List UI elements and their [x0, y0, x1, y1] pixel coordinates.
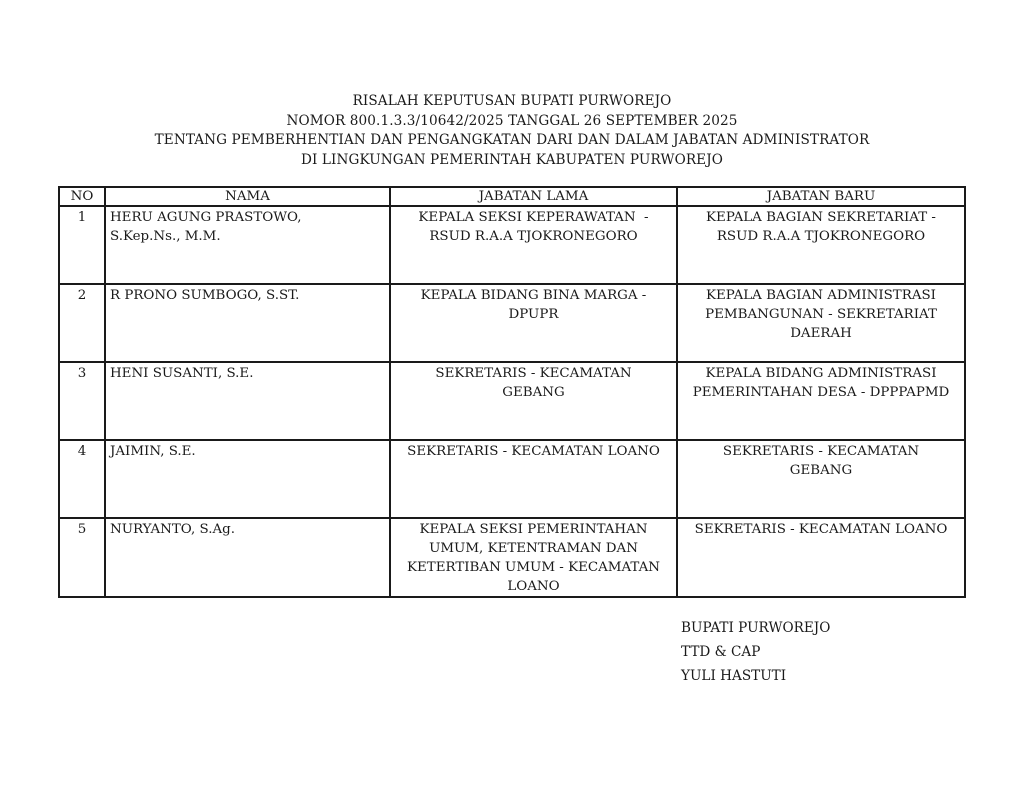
cell-nama-line: S.Kep.Ns., M.M. — [110, 229, 221, 244]
cell-jabatan-baru — [677, 362, 965, 440]
cell-jabatan-lama — [390, 206, 677, 284]
cell-jabatan-lama-line: LOANO — [507, 579, 560, 594]
cell-jabatan-lama-line: KEPALA BIDANG BINA MARGA - — [420, 288, 647, 303]
cell-jabatan-baru — [677, 206, 965, 284]
column-header-nama: NAMA — [105, 187, 390, 206]
cell-jabatan-baru-line: GEBANG — [789, 463, 853, 478]
column-header-no: NO — [59, 187, 105, 206]
cell-jabatan-lama — [390, 518, 677, 597]
cell-jabatan-lama — [390, 440, 677, 518]
signature-name: YULI HASTUTI — [681, 668, 787, 684]
cell-nama-line: JAIMIN, S.E. — [110, 444, 196, 459]
table-row — [59, 206, 965, 284]
cell-nama-line: NURYANTO, S.Ag. — [110, 522, 235, 537]
cell-jabatan-lama-line: UMUM, KETENTRAMAN DAN — [429, 541, 638, 556]
header-line-2: NOMOR 800.1.3.3/10642/2025 TANGGAL 26 SEPTEMBER 2025 — [286, 112, 738, 129]
signature-block — [681, 616, 830, 688]
header-line-4: DI LINGKUNGAN PEMERINTAH KABUPATEN PURWOREJO — [301, 151, 723, 168]
cell-jabatan-lama-line: SEKRETARIS - KECAMATAN LOANO — [407, 444, 660, 459]
cell-jabatan-baru — [677, 284, 965, 362]
cell-nama — [105, 284, 390, 362]
cell-nama — [105, 206, 390, 284]
signature-office: BUPATI PURWOREJO — [681, 620, 831, 636]
table-row — [59, 362, 965, 440]
table-row — [59, 440, 965, 518]
cell-jabatan-lama — [390, 362, 677, 440]
table-header-row — [59, 187, 965, 206]
cell-jabatan-baru-line: DAERAH — [790, 326, 852, 341]
cell-nama — [105, 440, 390, 518]
cell-jabatan-baru — [677, 440, 965, 518]
cell-nama-line: R PRONO SUMBOGO, S.ST. — [110, 288, 300, 303]
cell-nama-line: HENI SUSANTI, S.E. — [110, 366, 254, 381]
cell-jabatan-lama-line: SEKRETARIS - KECAMATAN — [435, 366, 632, 381]
cell-jabatan-lama-line: KEPALA SEKSI KEPERAWATAN - — [418, 210, 649, 225]
document-header — [0, 92, 1024, 170]
cell-jabatan-baru — [677, 518, 965, 597]
table-row — [59, 284, 965, 362]
cell-jabatan-lama-line: KEPALA SEKSI PEMERINTAHAN — [419, 522, 648, 537]
cell-jabatan-lama-line: KETERTIBAN UMUM - KECAMATAN — [407, 560, 660, 575]
cell-no: 4 — [59, 440, 105, 518]
cell-no: 1 — [59, 206, 105, 284]
appointments-table — [58, 186, 966, 598]
cell-nama — [105, 518, 390, 597]
table-row — [59, 518, 965, 597]
cell-jabatan-lama — [390, 284, 677, 362]
cell-jabatan-lama-line: RSUD R.A.A TJOKRONEGORO — [429, 229, 638, 244]
cell-jabatan-baru-line: KEPALA BAGIAN ADMINISTRASI — [706, 288, 936, 303]
cell-jabatan-lama-line: GEBANG — [502, 385, 565, 400]
column-header-jabatan-baru: JABATAN BARU — [677, 187, 965, 206]
cell-jabatan-lama-line: DPUPR — [508, 307, 559, 322]
header-line-3: TENTANG PEMBERHENTIAN DAN PENGANGKATAN DARI DAN DALAM JABATAN ADMINISTRATOR — [154, 132, 870, 148]
cell-jabatan-baru-line: KEPALA BIDANG ADMINISTRASI — [705, 366, 937, 381]
cell-no: 3 — [59, 362, 105, 440]
cell-nama-line: HERU AGUNG PRASTOWO, — [110, 210, 302, 225]
cell-jabatan-baru-line: PEMERINTAHAN DESA - DPPPAPMD — [692, 385, 950, 400]
cell-jabatan-baru-line: PEMBANGUNAN - SEKRETARIAT — [705, 307, 937, 322]
cell-jabatan-baru-line: SEKRETARIS - KECAMATAN — [722, 444, 920, 459]
column-header-jabatan-lama: JABATAN LAMA — [390, 187, 677, 206]
cell-jabatan-baru-line: RSUD R.A.A TJOKRONEGORO — [716, 229, 926, 244]
cell-jabatan-baru-line: SEKRETARIS - KECAMATAN LOANO — [694, 522, 948, 537]
cell-no: 5 — [59, 518, 105, 597]
signature-ttd: TTD & CAP — [681, 644, 761, 660]
cell-no: 2 — [59, 284, 105, 362]
cell-nama — [105, 362, 390, 440]
cell-jabatan-baru-line: KEPALA BAGIAN SEKRETARIAT - — [706, 210, 936, 225]
header-line-1: RISALAH KEPUTUSAN BUPATI PURWOREJO — [352, 93, 672, 109]
table-body — [59, 206, 965, 597]
